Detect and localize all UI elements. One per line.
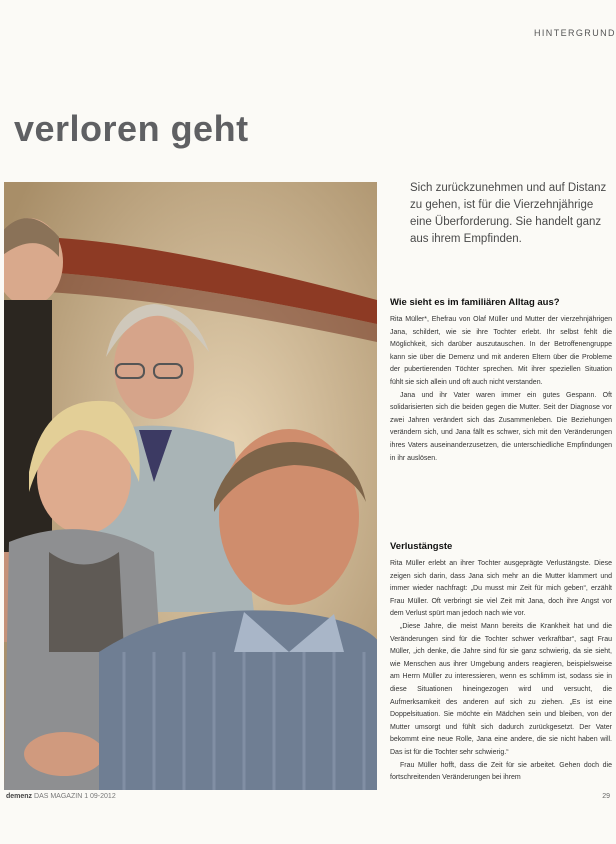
body-paragraph: „Diese Jahre, die meist Mann bereits die Krankheit hat und die Veränderungen sind für die Tochter schwer verkraftbar“, sagt Frau Müller, „ich denke, die Jahre sind für sie ganz schwierig, da sie sieht, wie Menschen aus ihrer Umgebung anders reagieren, beispielsweise am Herrn Müller zu interessieren, wenn es schlimm ist, sodass sie in diese Situationen hineingezogen wird und versucht, die Aufmerksamkeit des anderen auf sich zu ziehen. „Es ist eine Doppelsituation. Sie möchte ein Mädchen sein und bleiben, von der Mutter umsorgt und fühlt sich dadurch zurückgesetzt. Der Vater bekommt eine neue Rolle, Jana eine andere, die sie nicht haben will. Das ist für die Tochter sehr schwierig.“ <box>390 622 612 756</box>
footer-brand: demenz <box>6 793 33 800</box>
page-number: 29 <box>602 793 610 800</box>
body-paragraph: Jana und ihr Vater waren immer ein gutes Gespann. Oft solidarisierten sich die beiden gegen die Mutter. Seit der Diagnose vor zwei Jahren verändert sich das Zusammenleben. Die Beziehungen verändern sich, und Jana fällt es schwer, sich mit den Veränderungen ihres Vaters auseinanderzusetzen, die unterschiedliche Empfindungen in ihr auslösen. <box>390 391 612 462</box>
lead-paragraph <box>410 180 616 248</box>
body-paragraph: Rita Müller*, Ehefrau von Olaf Müller und Mutter der vierzehnjährigen Jana, schildert, wie sie ihre Tochter erlebt. Ihr selbst fehlt die Möglichkeit, sich darüber auszutauschen. In der Betroffenengruppe kann sie über die Demenz und mit anderen Eltern über die Probleme der pubertierenden Töchter sprechen. Mit ihrer speziellen Situation fühlt sie sich allein und oft auch nicht verstanden. <box>390 316 612 386</box>
lead-line: zu gehen, ist für die Vierzehnjährige <box>410 199 594 211</box>
section-heading: Verlustängste <box>390 541 453 552</box>
body-paragraph: Frau Müller hofft, dass die Zeit für sie arbeitet. Gehen doch die fortschreitenden Veränderungen bei ihrem <box>390 761 612 782</box>
section-family-everyday <box>390 297 612 465</box>
footer-issue: DAS MAGAZIN 1 09-2012 <box>34 793 116 800</box>
section-body <box>390 314 612 465</box>
family-photo <box>4 182 377 790</box>
section-body <box>390 558 612 785</box>
lead-line: eine Überforderung. Sie handelt ganz <box>410 216 602 228</box>
section-loss-fears <box>390 541 612 785</box>
body-paragraph: Rita Müller erlebt an ihrer Tochter ausgeprägte Verlustängste. Diese zeigen sich darin, dass Jana sich mehr an die Mutter klammert und immer wieder nachfragt: „Du musst mir Zeit für mich geben“, erzählt Frau Müller. Oft verbringt sie viel Zeit mit Jana, doch ihre Angst vor dem Verlust spürt man jedoch nach wie vor. <box>390 560 612 618</box>
lead-line: aus ihrem Empfinden. <box>410 233 522 245</box>
section-heading: Wie sieht es im familiären Alltag aus? <box>390 297 560 308</box>
lead-line: Sich zurückzunehmen und auf Distanz <box>410 182 607 194</box>
section-tag: HINTERGRUND <box>534 28 616 38</box>
family-photo-illustration <box>4 182 377 790</box>
headline: verloren geht <box>14 108 249 149</box>
footer <box>6 793 116 800</box>
